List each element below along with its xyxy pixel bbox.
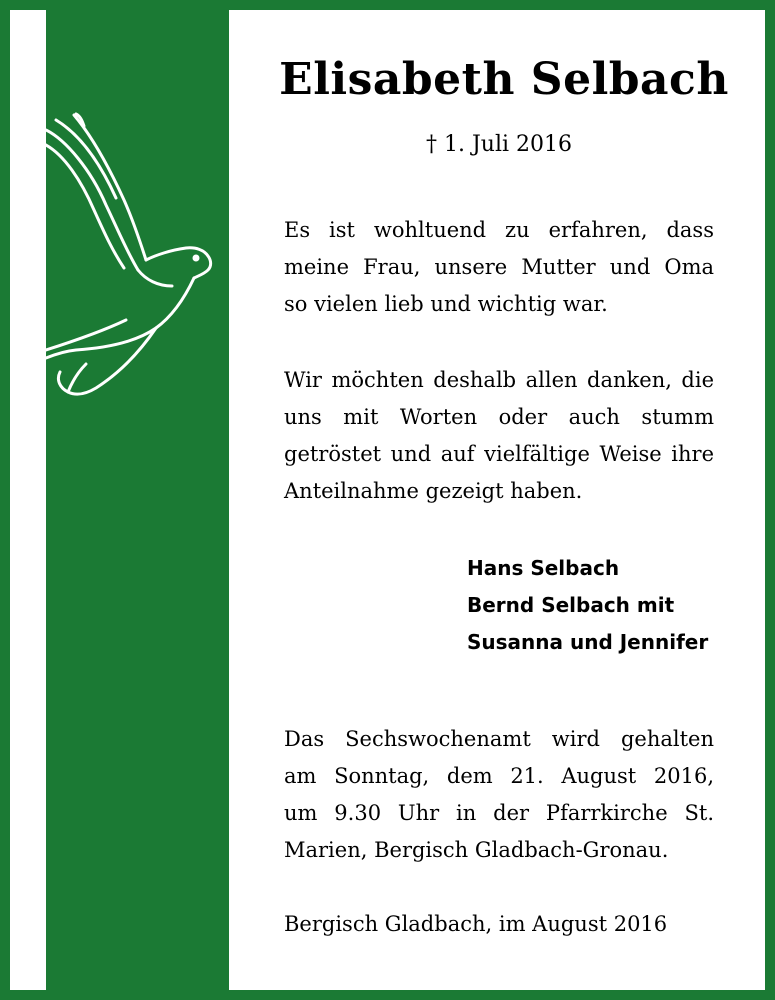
signer-name: Susanna und Jennifer	[467, 630, 709, 654]
gratitude-paragraph	[284, 362, 714, 510]
text-line: so vielen lieb und wichtig war.	[284, 292, 608, 316]
mass-paragraph	[284, 721, 714, 869]
text-line: um 9.30 Uhr in der Pfarrkirche St.	[284, 801, 714, 825]
text-line: Marien, Bergisch Gladbach-Gronau.	[284, 838, 669, 862]
text-line: meine Frau, unsere Mutter und Oma	[284, 255, 714, 279]
signers	[467, 550, 757, 661]
text-line: Wir möchten deshalb allen danken, die	[284, 368, 714, 392]
death-date: † 1. Juli 2016	[425, 132, 573, 157]
signer-name: Bernd Selbach mit	[467, 593, 675, 617]
text-line: getröstet und auf vielfältige Weise ihre	[284, 442, 714, 466]
text-line: uns mit Worten oder auch stumm	[284, 405, 714, 429]
place-date	[284, 906, 714, 943]
text-line: Das Sechswochenamt wird gehalten	[284, 727, 714, 751]
text-line: Anteilnahme gezeigt haben.	[284, 479, 583, 503]
left-white-strip	[10, 10, 46, 990]
text-line: am Sonntag, dem 21. August 2016,	[284, 764, 714, 788]
thanks-paragraph	[284, 212, 714, 323]
notice-content	[229, 10, 765, 990]
signer-name: Hans Selbach	[467, 556, 620, 580]
dove-icon	[46, 110, 221, 400]
text-line: Es ist wohltuend zu erfahren, dass	[284, 218, 714, 242]
deceased-name: Elisabeth Selbach	[279, 54, 729, 105]
text-line: Bergisch Gladbach, im August 2016	[284, 912, 668, 936]
